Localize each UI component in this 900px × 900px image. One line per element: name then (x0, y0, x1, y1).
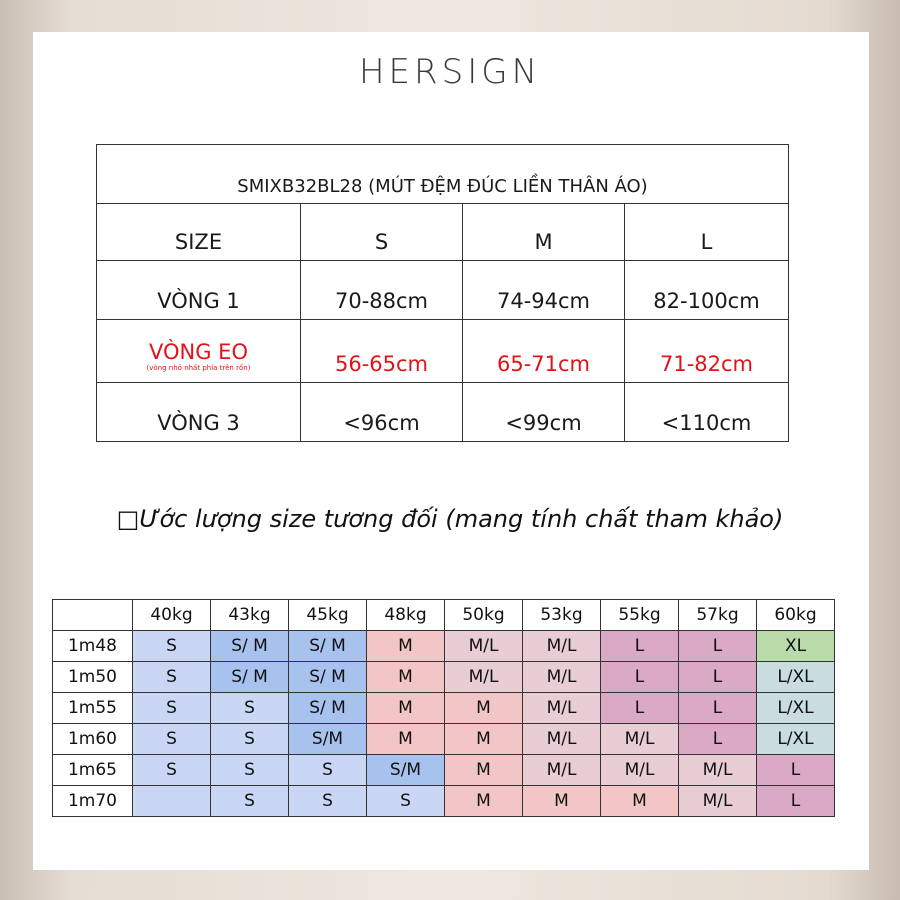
grid-weight-header: 60kg (757, 600, 835, 631)
grid-size-cell: M (445, 786, 523, 817)
spec-cell: 82-100cm (625, 261, 789, 320)
spec-cell: <99cm (463, 383, 625, 442)
grid-size-cell: L (679, 724, 757, 755)
grid-size-cell: M (367, 693, 445, 724)
spec-row-waist (97, 320, 789, 383)
grid-size-cell: S/ M (211, 631, 289, 662)
grid-row (53, 693, 835, 724)
grid-size-cell: M/L (601, 755, 679, 786)
grid-size-cell: M/L (679, 755, 757, 786)
spec-header-cell: SIZE (97, 204, 301, 261)
grid-weight-header: 50kg (445, 600, 523, 631)
grid-size-cell: M (601, 786, 679, 817)
grid-header-row (53, 600, 835, 631)
grid-size-cell: L (757, 786, 835, 817)
spec-header-cell: S (301, 204, 463, 261)
grid-row (53, 662, 835, 693)
grid-size-cell: S (289, 786, 367, 817)
grid-size-cell: S (133, 662, 211, 693)
size-spec-table (96, 144, 789, 442)
grid-height-label: 1m60 (53, 724, 133, 755)
spec-waist-note: (vòng nhỏ nhất phía trên rốn) (146, 364, 251, 372)
grid-size-cell: L (679, 662, 757, 693)
spec-title-row (97, 145, 789, 204)
grid-height-label: 1m65 (53, 755, 133, 786)
grid-size-cell: S (133, 724, 211, 755)
grid-size-cell: M (445, 693, 523, 724)
grid-size-cell: M (367, 631, 445, 662)
spec-row-label: VÒNG 1 (97, 261, 301, 320)
grid-size-cell: S/M (289, 724, 367, 755)
grid-size-cell: S/ M (211, 662, 289, 693)
grid-size-cell: L/XL (757, 662, 835, 693)
grid-size-cell: L (679, 631, 757, 662)
grid-weight-header: 55kg (601, 600, 679, 631)
grid-size-cell: S (133, 755, 211, 786)
grid-size-cell: S (211, 693, 289, 724)
grid-row (53, 724, 835, 755)
spec-header-cell: L (625, 204, 789, 261)
grid-size-cell: S (289, 755, 367, 786)
spec-header-cell: M (463, 204, 625, 261)
grid-height-label: 1m70 (53, 786, 133, 817)
grid-size-cell: L (601, 693, 679, 724)
grid-height-label: 1m48 (53, 631, 133, 662)
brand-logo: HERSIGN (358, 52, 542, 92)
grid-size-cell: M/L (445, 631, 523, 662)
grid-size-cell: L (601, 662, 679, 693)
grid-row (53, 631, 835, 662)
grid-size-cell: M (367, 662, 445, 693)
grid-size-cell: S/ M (289, 631, 367, 662)
spec-title: SMIXB32BL28 (MÚT ĐỆM ĐÚC LIỀN THÂN ÁO) (97, 145, 789, 204)
size-estimate-grid (52, 599, 835, 817)
grid-height-label: 1m50 (53, 662, 133, 693)
grid-size-cell: M/L (445, 662, 523, 693)
grid-size-cell: M/L (679, 786, 757, 817)
spec-cell: 71-82cm (625, 320, 789, 383)
grid-size-cell: M/L (523, 631, 601, 662)
spec-cell: <96cm (301, 383, 463, 442)
grid-weight-header: 40kg (133, 600, 211, 631)
spec-row-bust (97, 261, 789, 320)
spec-waist-label: VÒNG EO (149, 340, 248, 364)
grid-size-cell: S/ M (289, 662, 367, 693)
grid-size-cell: M (445, 724, 523, 755)
spec-cell: 65-71cm (463, 320, 625, 383)
grid-weight-header: 53kg (523, 600, 601, 631)
grid-size-cell: S (367, 786, 445, 817)
grid-size-cell: XL (757, 631, 835, 662)
grid-size-cell: M/L (523, 724, 601, 755)
grid-size-cell (133, 786, 211, 817)
grid-size-cell: L/XL (757, 724, 835, 755)
spec-row-label: VÒNG 3 (97, 383, 301, 442)
grid-size-cell: M/L (523, 662, 601, 693)
grid-size-cell: S (211, 755, 289, 786)
spec-cell: 70-88cm (301, 261, 463, 320)
grid-size-cell: M (523, 786, 601, 817)
grid-size-cell: S/M (367, 755, 445, 786)
grid-size-cell: L (679, 693, 757, 724)
grid-row (53, 755, 835, 786)
spec-row-hip (97, 383, 789, 442)
grid-size-cell: S (133, 693, 211, 724)
spec-cell: 74-94cm (463, 261, 625, 320)
estimate-subtitle: □Ước lượng size tương đối (mang tính chất tham khảo) (116, 505, 784, 533)
grid-weight-header: 57kg (679, 600, 757, 631)
grid-size-cell: M (445, 755, 523, 786)
grid-weight-header: 43kg (211, 600, 289, 631)
grid-weight-header: 48kg (367, 600, 445, 631)
grid-corner-cell (53, 600, 133, 631)
grid-size-cell: S (211, 786, 289, 817)
grid-size-cell: M/L (601, 724, 679, 755)
grid-size-cell: S (133, 631, 211, 662)
grid-weight-header: 45kg (289, 600, 367, 631)
spec-row-label (97, 320, 301, 383)
grid-size-cell: S/ M (289, 693, 367, 724)
grid-size-cell: M (367, 724, 445, 755)
grid-height-label: 1m55 (53, 693, 133, 724)
grid-size-cell: L (757, 755, 835, 786)
spec-cell: <110cm (625, 383, 789, 442)
grid-size-cell: M/L (523, 693, 601, 724)
grid-size-cell: M/L (523, 755, 601, 786)
spec-header-row (97, 204, 789, 261)
grid-size-cell: L/XL (757, 693, 835, 724)
grid-size-cell: L (601, 631, 679, 662)
grid-row (53, 786, 835, 817)
spec-cell: 56-65cm (301, 320, 463, 383)
grid-size-cell: S (211, 724, 289, 755)
